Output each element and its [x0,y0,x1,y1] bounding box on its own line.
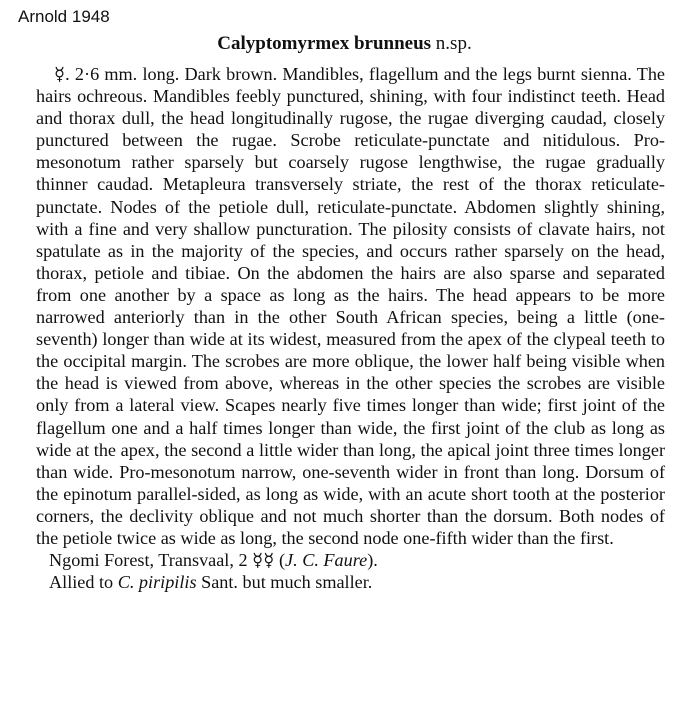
collector-name: J. C. Faure [285,550,368,571]
citation-label: Arnold 1948 [18,7,110,26]
allied-species: C. piripilis [117,572,197,593]
locality-end: ). [367,550,378,571]
description-body [36,63,665,593]
locality-text: Ngomi Forest, Transvaal, 2 ☿☿ ( [49,550,286,571]
description-paragraph: ☿. 2·6 mm. long. Dark brown. Mandibles, flagellum and the legs burnt sienna. The hairs ochreous. Mandibles feebly punctured, shining, with four indistinct teeth. Head and thorax dull, the head longitudinally rugose, the rugae diverging caudad, closely punctured between the rugae. Scrobe reticulate-punctate and nitidulous. Pro-mesonotum rather sparsely but coarsely rugose lengthwise, the rugae gradually thinner caudad. Metapleura transversely striate, the rest of the thorax reticulate-punctate. Nodes of the petiole dull, reticulate-punctate. Abdomen slightly shining, with a fine and very shallow puncturation. The pilosity consists of clavate hairs, not spatulate as in the majority of the species, and occurs rather sparsely on the head, thorax, petiole and tibiae. On the abdomen the hairs are also sparse and separated from one another by a space as long as the hairs. The head appears to be more narrowed anteriorly than in the other South African species, being a little (one-seventh) longer than wide at its widest, measured from the apex of the clypeal teeth to the occipital margin. The scrobes are more oblique, the lower half being visible when the head is viewed from above, whereas in the other species the scrobes are visible only from a lateral view. Scapes nearly five times longer than wide; first joint of the flagellum one and a half times longer than wide, the first joint of the club as long as wide at the apex, the second a little wider than long, the apical joint three times longer than wide. Pro-mesonotum narrow, one-seventh wider in front than long. Dorsum of the epinotum parallel-sided, as long as wide, with an acute short tooth at the posterior corners, the declivity oblique and not much shorter than the dorsum. Both nodes of the petiole twice as wide as long, the second node one-fifth wider than the first. [36,64,665,548]
species-title [0,33,689,55]
affinity-end: Sant. but much smaller. [196,572,373,593]
species-name: Calyptomyrmex brunneus [217,33,432,54]
affinity-text: Allied to [49,572,118,593]
locality-line [36,549,665,571]
title-suffix: n.sp. [431,33,472,54]
affinity-line [36,571,665,593]
